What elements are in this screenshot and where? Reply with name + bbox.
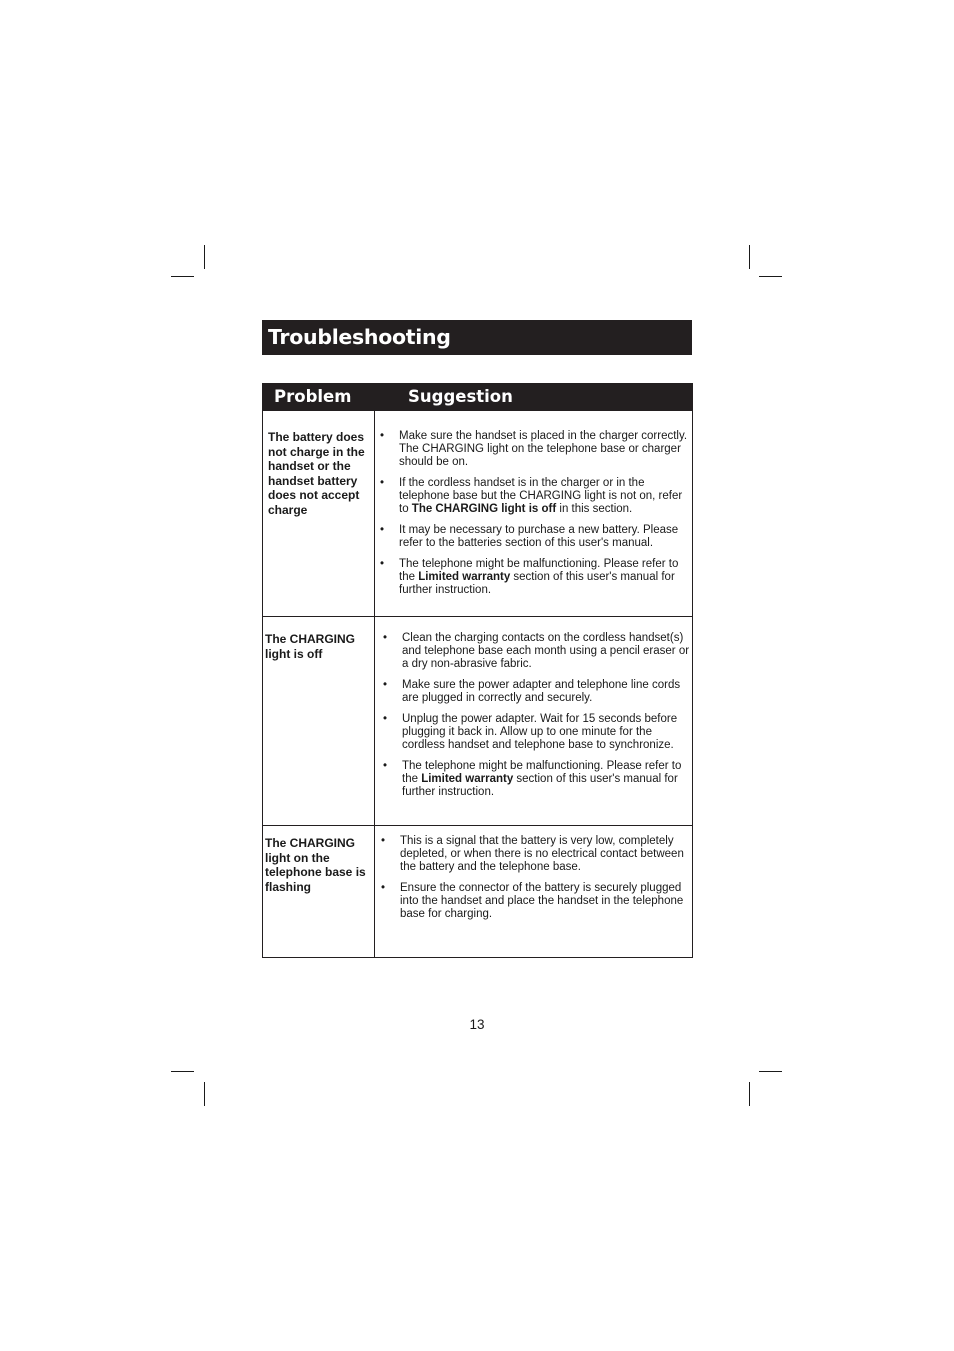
suggestion-list bbox=[380, 430, 691, 605]
column-divider bbox=[374, 411, 375, 957]
suggestion-item: • The telephone might be malfunctioning. Please refer to the Limited warranty section of this user's manual for further instruction. bbox=[380, 558, 691, 597]
page-number: 13 bbox=[469, 1017, 485, 1032]
problem-text: The battery does not charge in the handset or the handset battery does not accept charge bbox=[268, 430, 365, 517]
crop-mark bbox=[171, 1071, 194, 1072]
crop-mark bbox=[204, 245, 205, 269]
crop-mark bbox=[759, 276, 782, 277]
troubleshooting-table bbox=[262, 383, 693, 958]
crop-mark bbox=[759, 1071, 782, 1072]
suggestion-item: • It may be necessary to purchase a new battery. Please refer to the batteries section of this user's manual. bbox=[380, 524, 691, 550]
suggestion-item: • Ensure the connector of the battery is securely plugged into the handset and place the handset in the telephone base for charging. bbox=[381, 882, 691, 921]
row-divider bbox=[263, 616, 692, 617]
suggestion-item: • The telephone might be malfunctioning. Please refer to the Limited warranty section of this user's manual for further instruction. bbox=[383, 760, 691, 799]
crop-mark bbox=[749, 245, 750, 269]
crop-mark bbox=[204, 1082, 205, 1106]
suggestion-list bbox=[381, 835, 691, 929]
suggestion-item: • This is a signal that the battery is very low, completely depleted, or when there is no electrical contact between the battery and the telephone base. bbox=[381, 835, 691, 874]
suggestion-item: • Make sure the power adapter and telephone line cords are plugged in correctly and securely. bbox=[383, 679, 691, 705]
suggestion-item: • If the cordless handset is in the charger or in the telephone base but the CHARGING light is not on, refer to The CHARGING light is off in this section. bbox=[380, 477, 691, 516]
crop-mark bbox=[171, 276, 194, 277]
suggestion-item: • Unplug the power adapter. Wait for 15 seconds before plugging it back in. Allow up to one minute for the cordless handset and telephone base to synchronize. bbox=[383, 713, 691, 752]
problem-text: The CHARGING light on the telephone base is flashing bbox=[265, 836, 366, 894]
header-problem: Problem bbox=[274, 387, 352, 406]
crop-mark bbox=[749, 1082, 750, 1106]
suggestion-list bbox=[383, 632, 691, 807]
suggestion-item: • Clean the charging contacts on the cordless handset(s) and telephone base each month using a pencil eraser or a dry non-abrasive fabric. bbox=[383, 632, 691, 671]
row-divider bbox=[263, 825, 692, 826]
problem-text: The CHARGING light is off bbox=[265, 632, 355, 661]
page-title: Troubleshooting bbox=[262, 320, 692, 355]
suggestion-item: • Make sure the handset is placed in the charger correctly. The CHARGING light on the telephone base or charger should be on. bbox=[380, 430, 691, 469]
header-suggestion: Suggestion bbox=[408, 387, 513, 406]
table-header bbox=[262, 383, 693, 411]
